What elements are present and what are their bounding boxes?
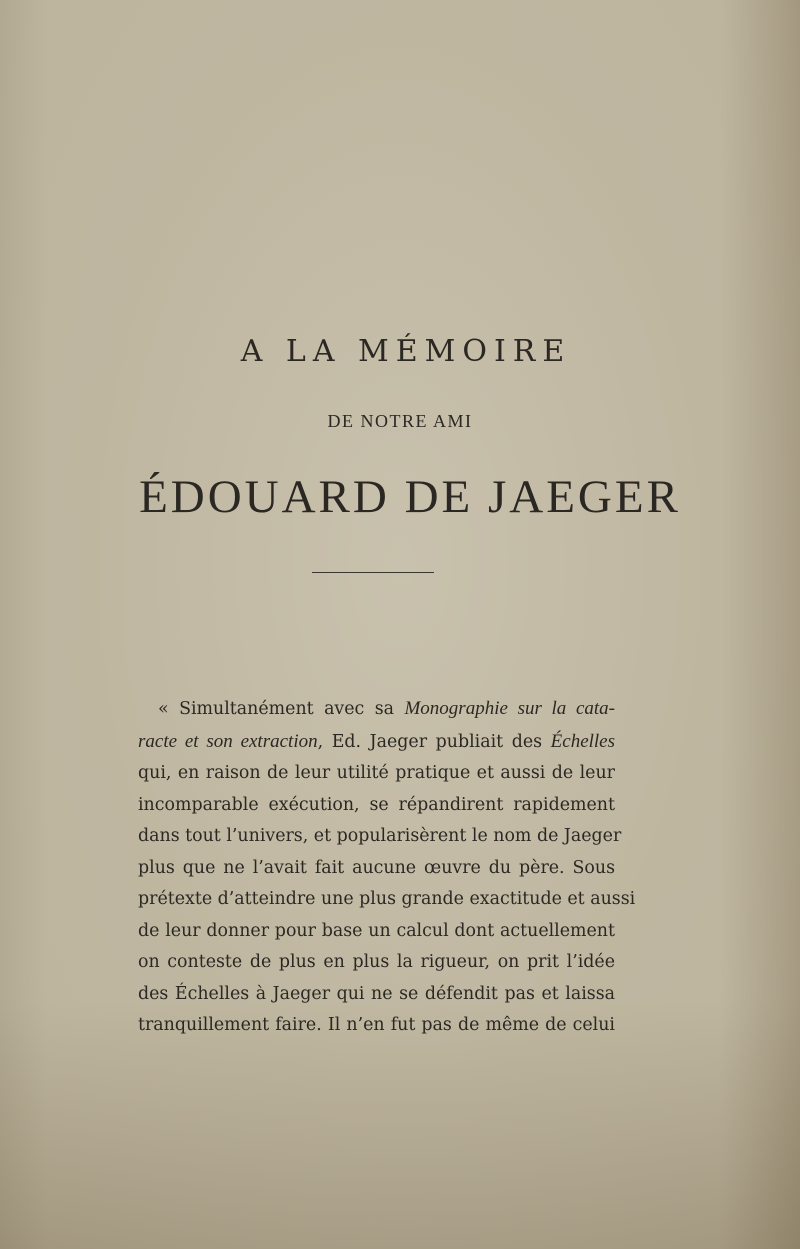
quote-line: des Échelles à Jaeger qui ne se défendit pas et laissa <box>138 983 615 1004</box>
quote-italic-title: racte et son extraction <box>138 730 318 752</box>
dedication-name: ÉDOUARD DE JAEGER <box>139 471 681 523</box>
quote-paragraph <box>138 693 636 1042</box>
quote-text: « Simultanément avec sa <box>158 699 405 719</box>
quote-line: prétexte d’atteindre une plus grande exactitude et aussi <box>138 889 636 909</box>
quote-line: dans tout l’univers, et popularisèrent le nom de Jaeger <box>138 826 622 846</box>
quote-line: plus que ne l’avait fait aucune œuvre du père. Sous <box>138 857 615 878</box>
quote-line: incomparable exécution, se répandirent rapidement <box>138 794 615 815</box>
quote-line <box>138 726 615 759</box>
quote-text: , Ed. Jaeger publiait des <box>317 731 551 752</box>
quote-italic-title: Échelles <box>550 730 616 752</box>
quote-line: de leur donner pour base un calcul dont actuellement <box>138 920 615 941</box>
quote-italic-title: Monographie sur la cata- <box>404 698 615 719</box>
separator-rule <box>312 572 434 573</box>
dedication-line-ami: DE NOTRE AMI <box>327 411 473 431</box>
quote-line: on conteste de plus en plus la rigueur, on prit l’idée <box>138 952 615 972</box>
dedication-line-memoire: A LA MÉMOIRE <box>240 334 572 369</box>
quote-line: qui, en raison de leur utilité pratique et aussi de leur <box>138 763 615 783</box>
quote-line <box>138 693 615 726</box>
quote-line: tranquillement faire. Il n’en fut pas de même de celui <box>138 1015 615 1035</box>
